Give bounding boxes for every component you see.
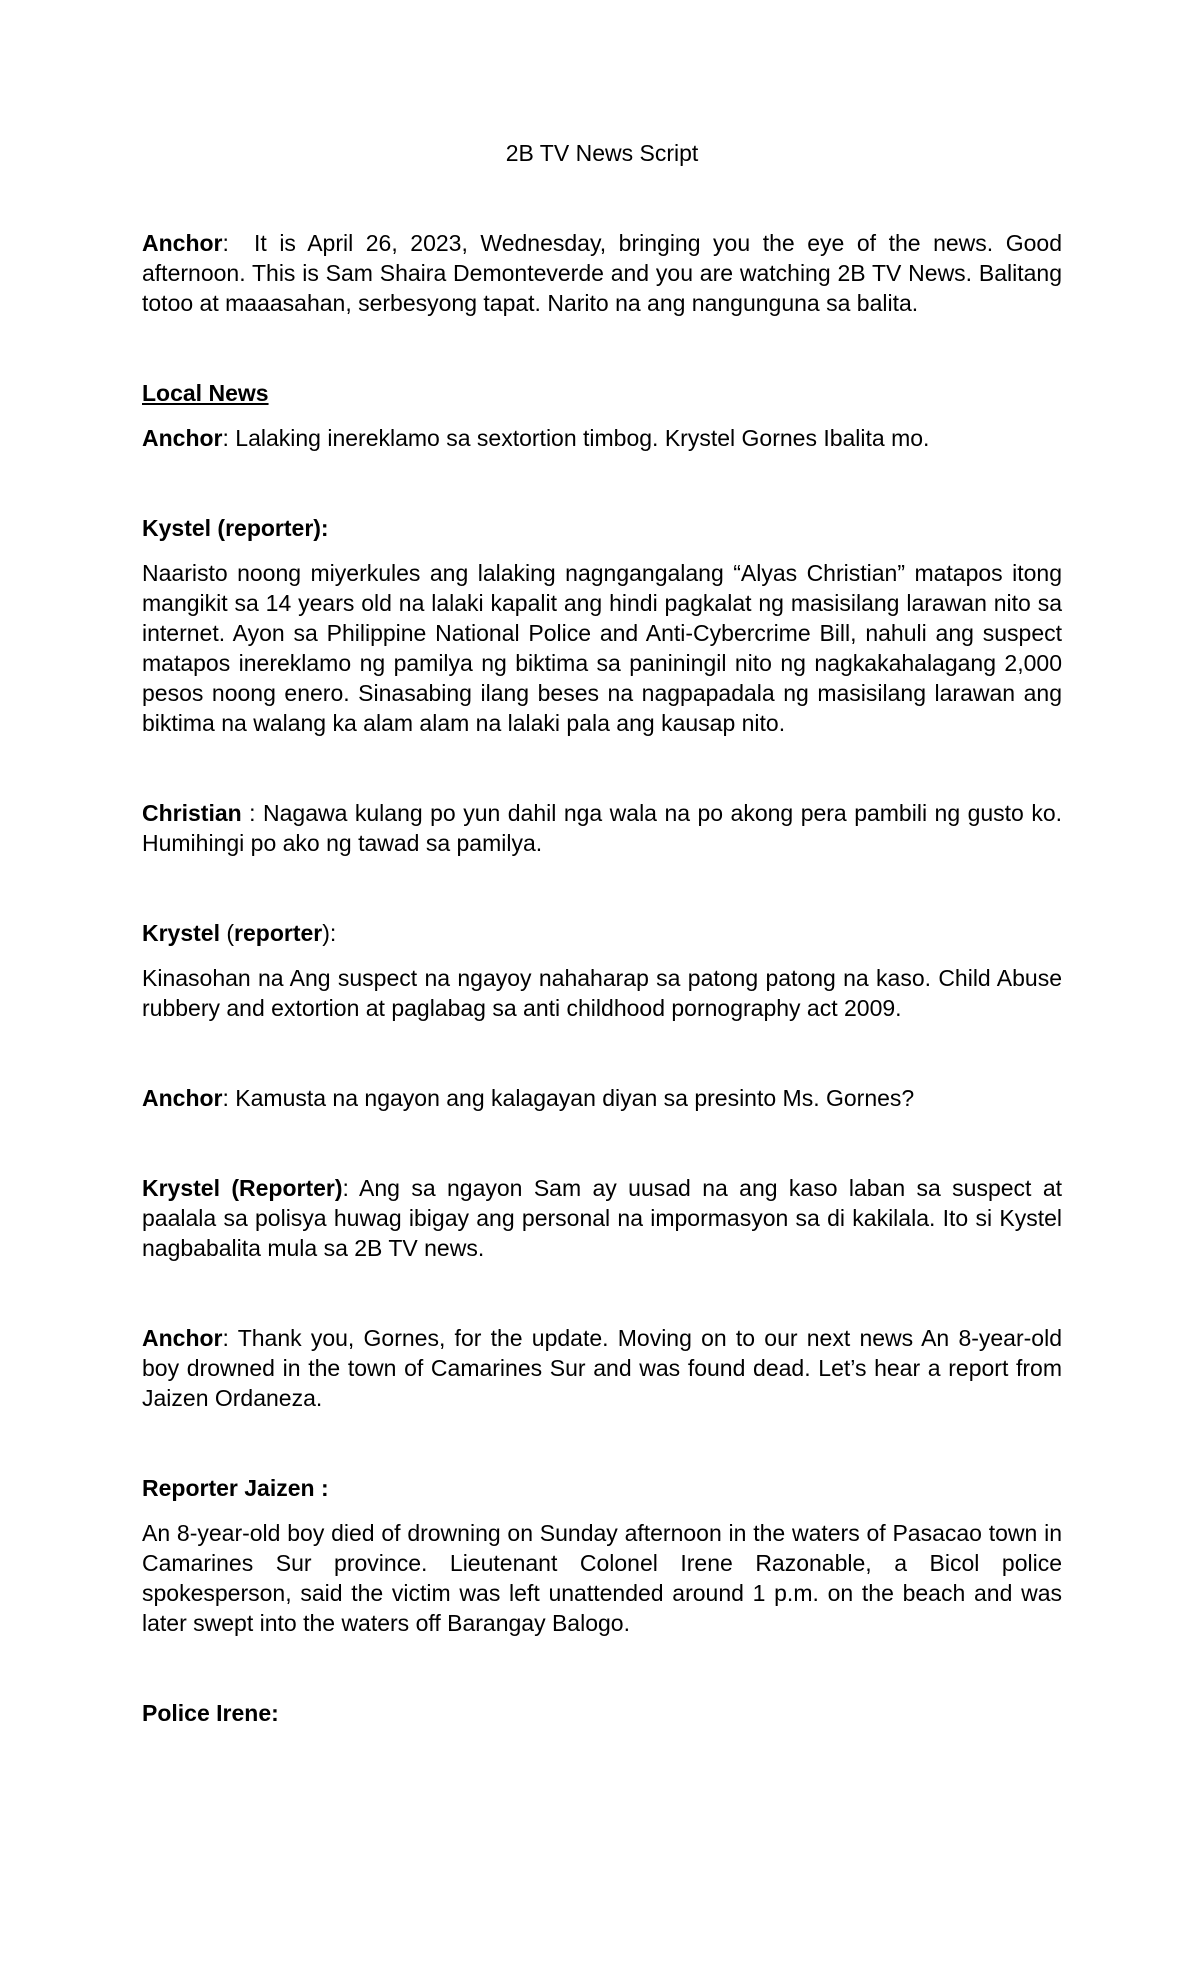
- anchor-line-3: Anchor: Thank you, Gornes, for the update. Moving on to our next news An 8-year-old boy drowned in the town of Camarines Sur and was found dead. Let’s hear a report from Jaizen Ordaneza.: [142, 1325, 1062, 1411]
- anchor-line-2: Anchor: Kamusta na ngayon ang kalagayan diyan sa presinto Ms. Gornes?: [142, 1085, 915, 1111]
- section-heading-local-news: Local News: [142, 380, 269, 406]
- dialogue-text: Nagawa kulang po yun dahil nga wala na po akong pera pambili ng gusto ko. Humihingi po ako ng tawad sa pamilya.: [142, 800, 1063, 856]
- document-title: 2B TV News Script: [505, 140, 699, 166]
- speaker-label: Anchor: [142, 1325, 223, 1351]
- police-irene-heading: Police Irene:: [142, 1700, 279, 1726]
- dialogue-text: It is April 26, 2023, Wednesday, bringing you the eye of the news. Good afternoon. This is Sam Shaira Demonteverde and you are watching 2B TV News. Balitang totoo at maaasahan, serbesyong tapat. Narito na ang nangunguna sa balita.: [142, 230, 1069, 316]
- anchor-line-1: Anchor: Lalaking inereklamo sa sextortion timbog. Krystel Gornes Ibalita mo.: [142, 425, 930, 451]
- kystel-report-paragraph: Naaristo noong miyerkules ang lalaking nagngangalang “Alyas Christian” matapos itong mangikit sa 14 years old na lalaki kapalit ang hindi pagkalat ng masisilang larawan nito sa internet. Ayon sa Philippine National Police and Anti-Cybercrime Bill, nahuli ang suspect matapos inereklamo ng pamilya ng biktima sa paniningil nito ng nagkakahalagang 2,000 pesos noong enero. Sinasabing ilang beses na nagpapadala ng masisilang larawan ang biktima na walang ka alam alam na lalaki pala ang kausap nito.: [142, 560, 1062, 736]
- dialogue-text: Thank you, Gornes, for the update. Moving on to our next news An 8-year-old boy drowned in the town of Camarines Sur and was found dead. Let’s hear a report from Jaizen Ordaneza.: [142, 1325, 1062, 1411]
- kystel-reporter-heading: Kystel (reporter):: [142, 515, 329, 541]
- dialogue-text: Kamusta na ngayon ang kalagayan diyan sa presinto Ms. Gornes?: [228, 1085, 915, 1111]
- jaizen-reporter-heading: Reporter Jaizen :: [142, 1475, 329, 1501]
- speaker-label: Christian: [142, 800, 242, 826]
- dialogue-text: Ang sa ngayon Sam ay uusad na ang kaso laban sa suspect at paalala sa polisya huwag ibigay ang personal na impormasyon sa di kakilala. Ito si Kystel nagbabalita mula sa 2B TV news.: [142, 1175, 1062, 1261]
- document-page: [142, 138, 1069, 1728]
- speaker-label: Anchor: [142, 1085, 223, 1111]
- christian-line: Christian : Nagawa kulang po yun dahil nga wala na po akong pera pambili ng gusto ko. Humihingi po ako ng tawad sa pamilya.: [142, 800, 1063, 856]
- krystel-reporter-heading: Krystel (reporter):: [142, 920, 337, 946]
- speaker-label: Anchor: [142, 425, 223, 451]
- speaker-label: Anchor: [142, 230, 223, 256]
- krystel-reply-paragraph: Krystel (Reporter): Ang sa ngayon Sam ay uusad na ang kaso laban sa suspect at paalala sa polisya huwag ibigay ang personal na impormasyon sa di kakilala. Ito si Kystel nagbabalita mula sa 2B TV news.: [142, 1175, 1062, 1261]
- speaker-label: Krystel (Reporter): [142, 1175, 343, 1201]
- jaizen-report-paragraph: An 8-year-old boy died of drowning on Sunday afternoon in the waters of Pasacao town in Camarines Sur province. Lieutenant Colonel Irene Razonable, a Bicol police spokesperson, said the victim was left unattended around 1 p.m. on the beach and was later swept into the waters off Barangay Balogo.: [142, 1520, 1062, 1636]
- krystel-report-paragraph: Kinasohan na Ang suspect na ngayoy nahaharap sa patong patong na kaso. Child Abuse rubbery and extortion at paglabag sa anti childhood pornography act 2009.: [142, 965, 1062, 1021]
- anchor-intro-paragraph: Anchor: It is April 26, 2023, Wednesday, bringing you the eye of the news. Good afternoon. This is Sam Shaira Demonteverde and you are watching 2B TV News. Balitang totoo at maaasahan, serbesyong tapat. Narito na ang nangunguna sa balita.: [142, 230, 1069, 316]
- dialogue-text: Lalaking inereklamo sa sextortion timbog. Krystel Gornes Ibalita mo.: [228, 425, 930, 451]
